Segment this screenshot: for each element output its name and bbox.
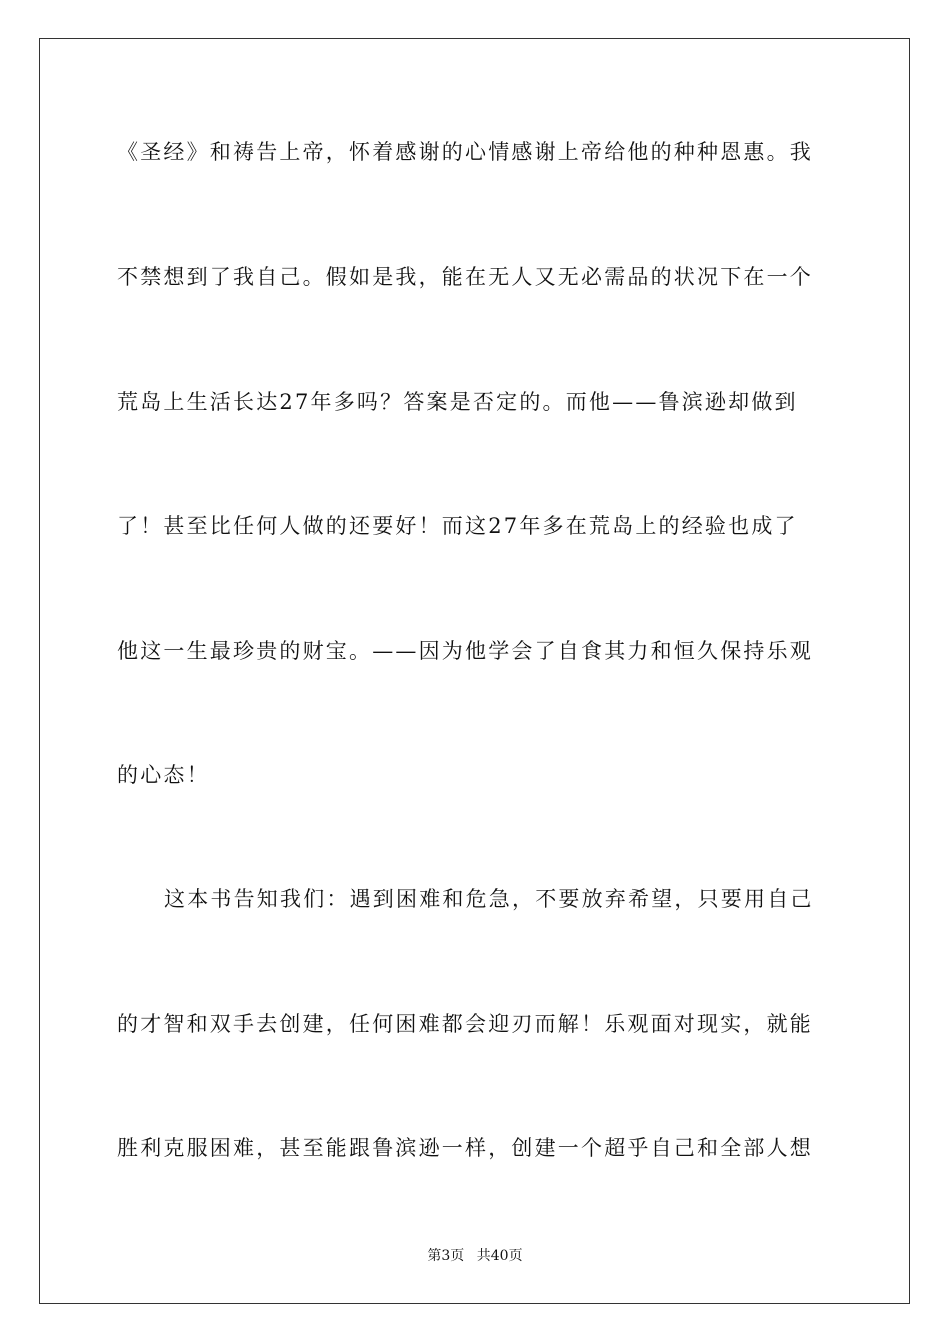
page-number: 第3页	[427, 1248, 465, 1264]
text-line-2: 不禁想到了我自己。假如是我，能在无人又无必需品的状况下在一个	[117, 265, 813, 289]
text-line-9: 胜利克服困难，甚至能跟鲁滨逊一样，创建一个超乎自己和全部人想	[117, 1136, 813, 1160]
text-line-6: 的心态！	[117, 763, 210, 787]
text-line-7: 这本书告知我们：遇到困难和危急，不要放弃希望，只要用自己	[164, 887, 814, 911]
text-line-5: 他这一生最珍贵的财宝。——因为他学会了自食其力和恒久保持乐观	[117, 639, 813, 663]
text-line-3: 荒岛上生活长达27年多吗？答案是否定的。而他——鲁滨逊却做到	[117, 390, 798, 414]
total-pages: 共40页	[476, 1248, 523, 1264]
text-line-4: 了！甚至比任何人做的还要好！而这27年多在荒岛上的经验也成了	[117, 514, 798, 538]
page-footer	[0, 1247, 950, 1265]
text-line-1: 《圣经》和祷告上帝，怀着感谢的心情感谢上帝给他的种种恩惠。我	[117, 140, 813, 164]
text-line-8: 的才智和双手去创建，任何困难都会迎刃而解！乐观面对现实，就能	[117, 1012, 813, 1036]
page-border	[39, 38, 910, 1304]
